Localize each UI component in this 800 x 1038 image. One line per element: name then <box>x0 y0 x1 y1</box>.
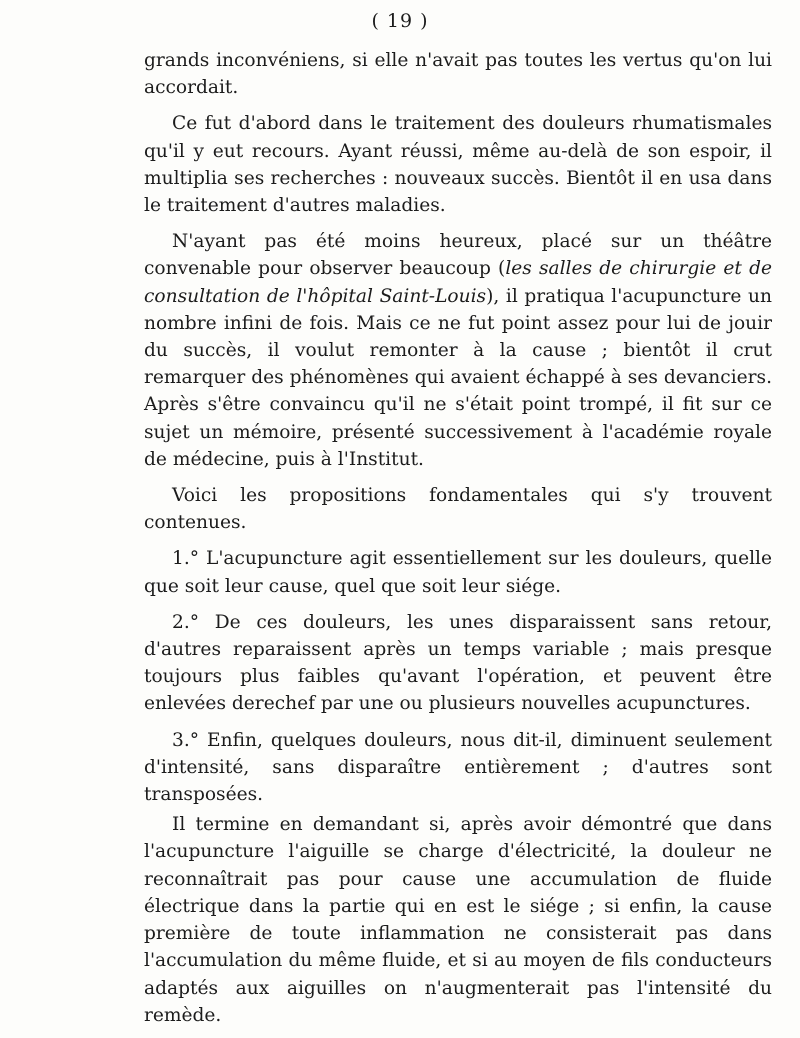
paragraph-8: Il termine en demandant si, après avoir démontré que dans l'acupuncture l'aiguille se charge d'électricité, la douleur ne reconnaîtrait pas pour cause une accumulation de fluide électrique dans la partie qui en est le siége ; si enfin, la cause première de toute inflammation ne consisterait pas dans l'accumulation du même fluide, et si au moyen de fils conducteurs adaptés aux aiguilles on n'augmenterait pas l'intensité du remède. <box>144 814 772 1026</box>
paragraph-5: 1.° L'acupuncture agit essentiellement sur les douleurs, quelle que soit leur cause, quel que soit leur siége. <box>144 548 772 597</box>
paragraph-3 <box>144 228 772 473</box>
page-number: ( 19 ) <box>371 10 429 32</box>
paragraph-4: Voici les propositions fondamentales qui s'y trouvent contenues. <box>144 485 772 534</box>
page-text <box>144 47 772 1038</box>
paragraph-1: grands inconvéniens, si elle n'avait pas toutes les vertus qu'on lui accordait. <box>144 50 772 99</box>
paragraph-3-text-after: ), il pratiqua l'acupuncture un nombre infini de fois. Mais ce ne fut point assez pour lui de jouir du succès, il voulut remonter à la cause ; bientôt il crut remarquer des phénomènes qui avaient échappé à ses devanciers. Après s'être convaincu qu'il ne s'était point trompé, il fit sur ce sujet un mémoire, présenté successivement à l'académie royale de médecine, puis à l'Institut. <box>144 285 772 470</box>
paragraph-3-italic: les salles de chirurgie et de consultation de l'hôpital Saint-Louis <box>144 258 772 307</box>
paragraph-3-text-before: N'ayant pas été moins heureux, placé sur un théâtre convenable pour observer beaucoup ( <box>144 231 772 280</box>
paragraph-7: 3.° Enfin, quelques douleurs, nous dit-il, diminuent seulement d'intensité, sans disparaître entièrement ; d'autres sont transposées. <box>144 729 772 806</box>
paragraph-2: Ce fut d'abord dans le traitement des douleurs rhumatismales qu'il y eut recours. Ayant réussi, même au-delà de son espoir, il multiplia ses recherches : nouveaux succès. Bientôt il en usa dans le traitement d'autres maladies. <box>144 113 772 217</box>
paragraph-6: 2.° De ces douleurs, les unes disparaissent sans retour, d'autres reparaissent après un temps variable ; mais presque toujours plus faibles qu'avant l'opération, et peuvent être enlevées derechef par une ou plusieurs nouvelles acupunctures. <box>144 611 772 715</box>
